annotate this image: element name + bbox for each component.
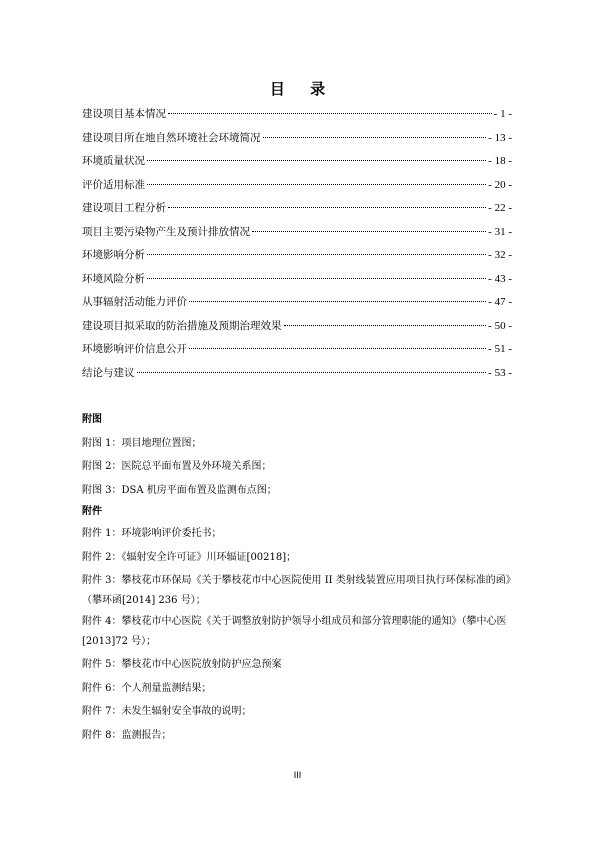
toc-entry-page: - 22 - [488, 202, 512, 214]
figures-section [82, 408, 522, 502]
toc-entry[interactable] [82, 177, 512, 201]
toc-leader-dots [147, 254, 486, 255]
attachment-item: 附件 1：环境影响评价委托书； [82, 528, 222, 539]
toc-leader-dots [263, 137, 487, 138]
toc-leader-dots [252, 231, 486, 232]
toc-entry-page: - 18 - [488, 155, 512, 167]
toc-entry-page: - 20 - [488, 178, 512, 191]
toc-entry-page: - 53 - [488, 366, 512, 379]
toc-leader-dots [168, 113, 492, 114]
toc-entry-label: 环境影响评价信息公开 [82, 343, 187, 355]
toc-entry[interactable] [82, 106, 512, 130]
toc-leader-dots [147, 160, 486, 161]
toc-entry-label: 建设项目工程分析 [82, 202, 166, 214]
figures-heading: 附图 [82, 414, 102, 425]
toc-entry-label: 评价适用标准 [82, 178, 145, 191]
toc-entry-page: - 31 - [488, 225, 512, 238]
toc-entry-label: 环境影响分析 [82, 249, 145, 261]
toc-entry[interactable] [82, 130, 512, 154]
toc-entry-label: 建设项目基本情况 [82, 108, 166, 120]
attachment-item: 附件 3：攀枝花市环保局《关于攀枝花市中心医院使用 II 类射线装置应用项目执行环保标准的函》（攀环函[2014] 236 号）； [82, 575, 516, 606]
toc-leader-dots [189, 301, 486, 302]
toc-entry[interactable] [82, 365, 512, 389]
toc-entry-label: 项目主要污染物产生及预计排放情况 [82, 225, 250, 238]
attachment-item: 附件 6：个人剂量监测结果； [82, 682, 212, 694]
toc-entry-label: 环境质量状况 [82, 155, 145, 167]
page-number: III [293, 770, 302, 780]
toc-entry[interactable] [82, 318, 512, 342]
toc-leader-dots [147, 278, 486, 279]
table-of-contents [82, 106, 512, 388]
toc-leader-dots [147, 184, 486, 185]
toc-entry-page: - 13 - [488, 131, 512, 144]
toc-entry[interactable] [82, 224, 512, 248]
attachments-section [82, 502, 522, 747]
attachment-item: 附件 8：监测报告； [82, 729, 172, 741]
toc-entry[interactable] [82, 341, 512, 365]
toc-entry-label: 从事辐射活动能力评价 [82, 296, 187, 308]
figure-item: 附图 1：项目地理位置图； [82, 437, 202, 449]
toc-entry-page: - 51 - [488, 343, 512, 355]
toc-entry[interactable] [82, 200, 512, 224]
toc-entry-page: - 43 - [488, 272, 512, 285]
attachment-item: 附件 5：攀枝花市中心医院放射防护应急预案 [82, 659, 282, 670]
toc-entry[interactable] [82, 294, 512, 318]
toc-leader-dots [284, 325, 487, 326]
toc-entry-page: - 47 - [488, 296, 512, 308]
attachment-item: 附件 4：攀枝花市中心医院《关于调整放射防护领导小组成员和部分管理职能的通知》（攀中心医[2013]72 号）； [82, 616, 507, 647]
toc-entry-label: 建设项目所在地自然环境社会环境简况 [82, 131, 261, 144]
attachment-item: 附件 2：《辐射安全许可证》川环辐证[00218]； [82, 551, 297, 563]
toc-entry-page: - 1 - [493, 108, 512, 120]
toc-entry-page: - 32 - [488, 249, 512, 261]
toc-entry[interactable] [82, 153, 512, 177]
toc-leader-dots [168, 207, 486, 208]
toc-leader-dots [137, 372, 487, 373]
toc-entry[interactable] [82, 271, 512, 295]
attachment-item: 附件 7：未发生辐射安全事故的说明； [82, 706, 252, 717]
figure-item: 附图 3：DSA 机房平面布置及监测布点图； [82, 484, 277, 496]
toc-leader-dots [189, 348, 486, 349]
toc-entry-label: 结论与建议 [82, 366, 135, 379]
toc-entry-label: 建设项目拟采取的防治措施及预期治理效果 [82, 319, 282, 332]
page-title: 目 录 [269, 80, 336, 98]
toc-entry[interactable] [82, 247, 512, 271]
toc-entry-label: 环境风险分析 [82, 272, 145, 285]
figure-item: 附图 2：医院总平面布置及外环境关系图； [82, 461, 272, 472]
toc-entry-page: - 50 - [488, 319, 512, 332]
attachments-heading: 附件 [82, 506, 102, 517]
